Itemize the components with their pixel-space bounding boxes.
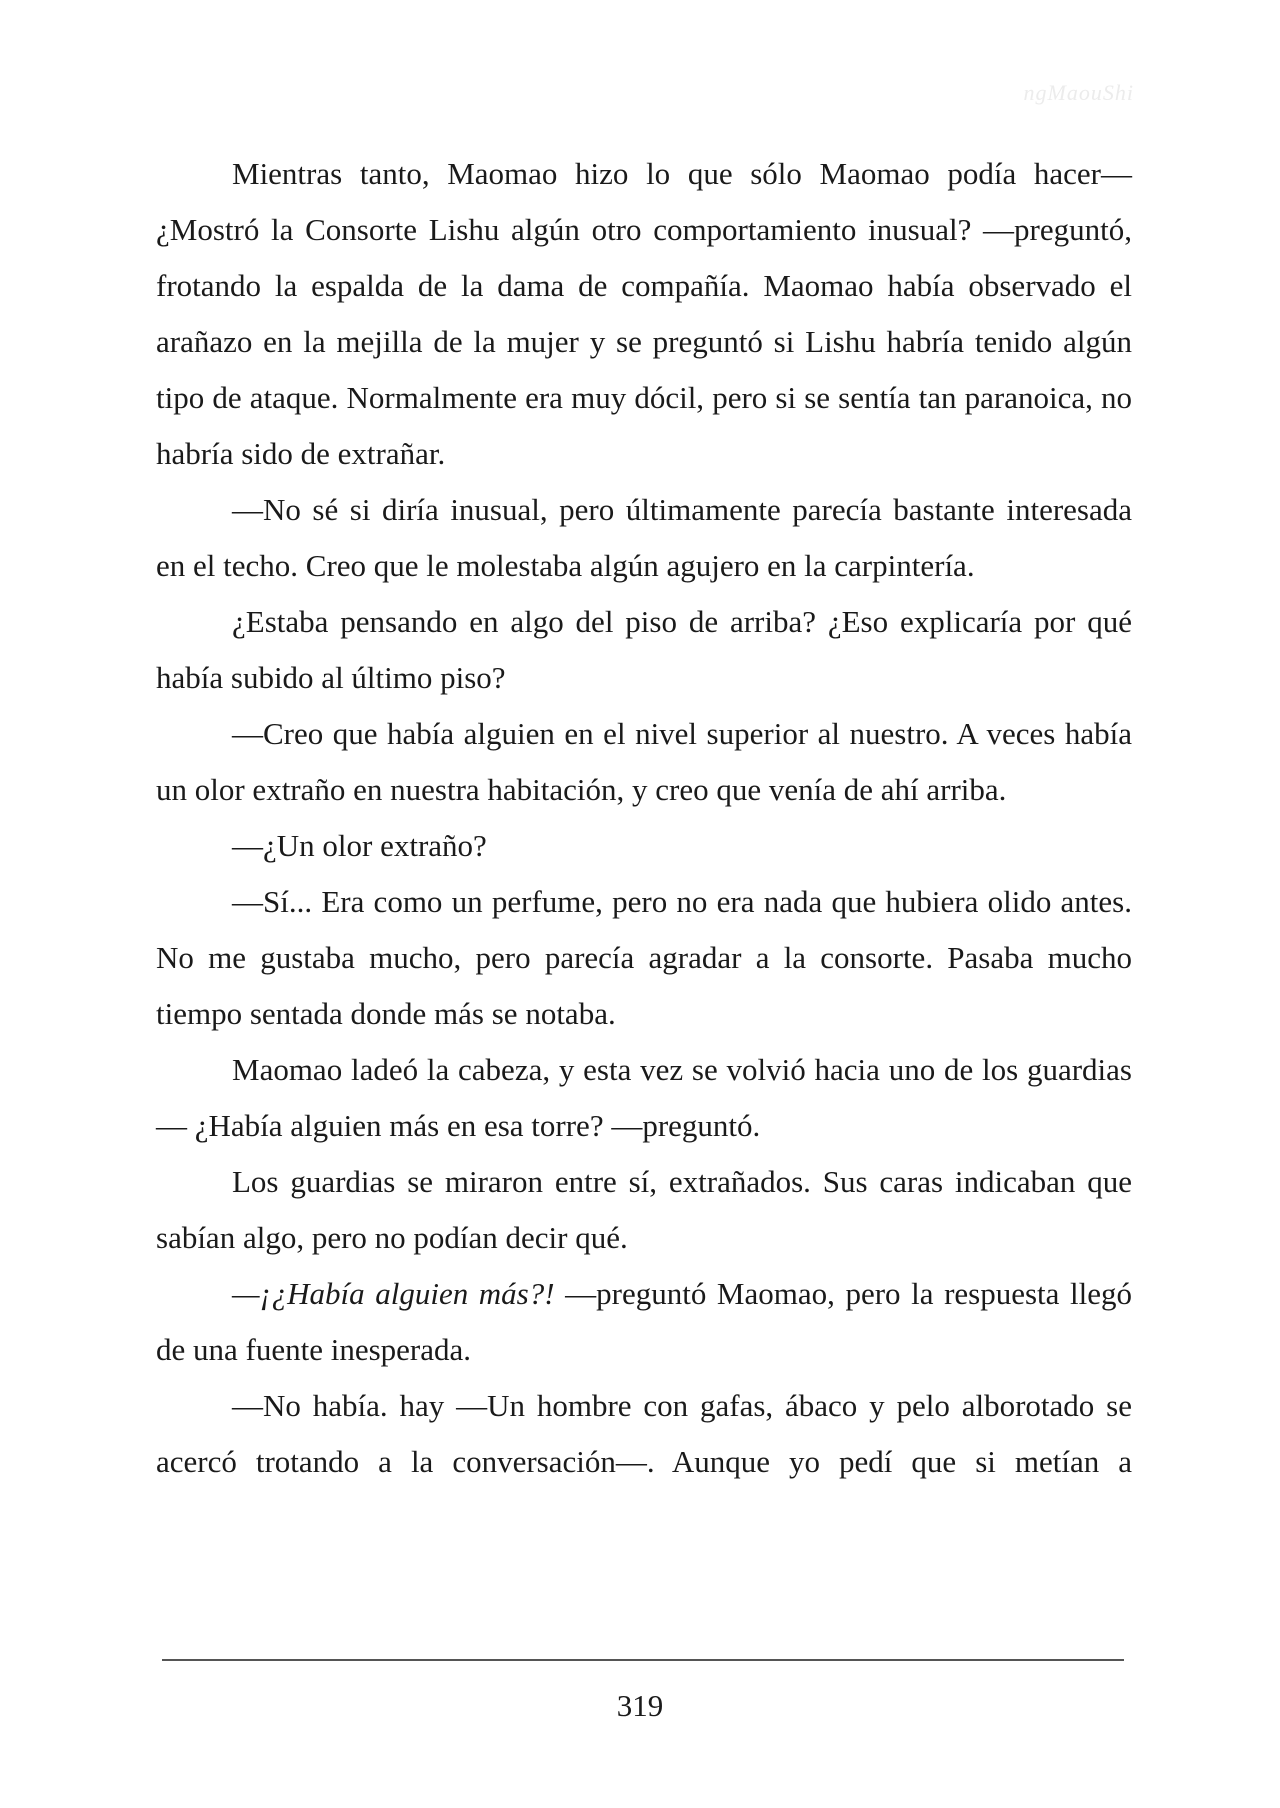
italic-speech: —¡¿Había alguien más?! [232, 1276, 555, 1311]
paragraph-10: —No había. hay —Un hombre con gafas, ábaco y pelo alborotado se acercó trotando a la conversación—. Aunque yo pedí que si metían a [156, 1388, 1132, 1479]
watermark: ngMaouShi [1023, 80, 1134, 105]
paragraph-2: —No sé si diría inusual, pero últimamente parecía bastante interesada en el techo. Creo que le molestaba algún agujero en la carpintería. [156, 492, 1132, 583]
paragraph-7: Maomao ladeó la cabeza, y esta vez se volvió hacia uno de los guardias— ¿Había alguien más en esa torre? —preguntó. [156, 1052, 1132, 1143]
paragraph-8: Los guardias se miraron entre sí, extrañados. Sus caras indicaban que sabían algo, pero no podían decir qué. [156, 1164, 1132, 1255]
paragraph-1: Mientras tanto, Maomao hizo lo que sólo Maomao podía hacer— ¿Mostró la Consorte Lishu algún otro comportamiento inusual? —preguntó, frotando la espalda de la dama de compañía. Maomao había observado el arañazo en la mejilla de la mujer y se preguntó si Lishu habría tenido algún tipo de ataque. Normalmente era muy dócil, pero si se sentía tan paranoica, no habría sido de extrañar. [156, 156, 1132, 471]
paragraph-9 [156, 1266, 1132, 1378]
paragraph-4: —Creo que había alguien en el nivel superior al nuestro. A veces había un olor extraño en nuestra habitación, y creo que venía de ahí arriba. [156, 716, 1132, 807]
page-body [156, 146, 1132, 1490]
footer-divider [162, 1659, 1124, 1661]
paragraph-9-text: —preguntó Maomao, pero la respuesta llegó de una fuente inesperada. [156, 1276, 1132, 1367]
paragraph-5: —¿Un olor extraño? [232, 828, 487, 863]
paragraph-3: ¿Estaba pensando en algo del piso de arriba? ¿Eso explicaría por qué había subido al último piso? [156, 604, 1132, 695]
paragraph-6: —Sí... Era como un perfume, pero no era nada que hubiera olido antes. No me gustaba mucho, pero parecía agradar a la consorte. Pasaba mucho tiempo sentada donde más se notaba. [156, 884, 1132, 1031]
page-number: 319 [616, 1688, 664, 1723]
